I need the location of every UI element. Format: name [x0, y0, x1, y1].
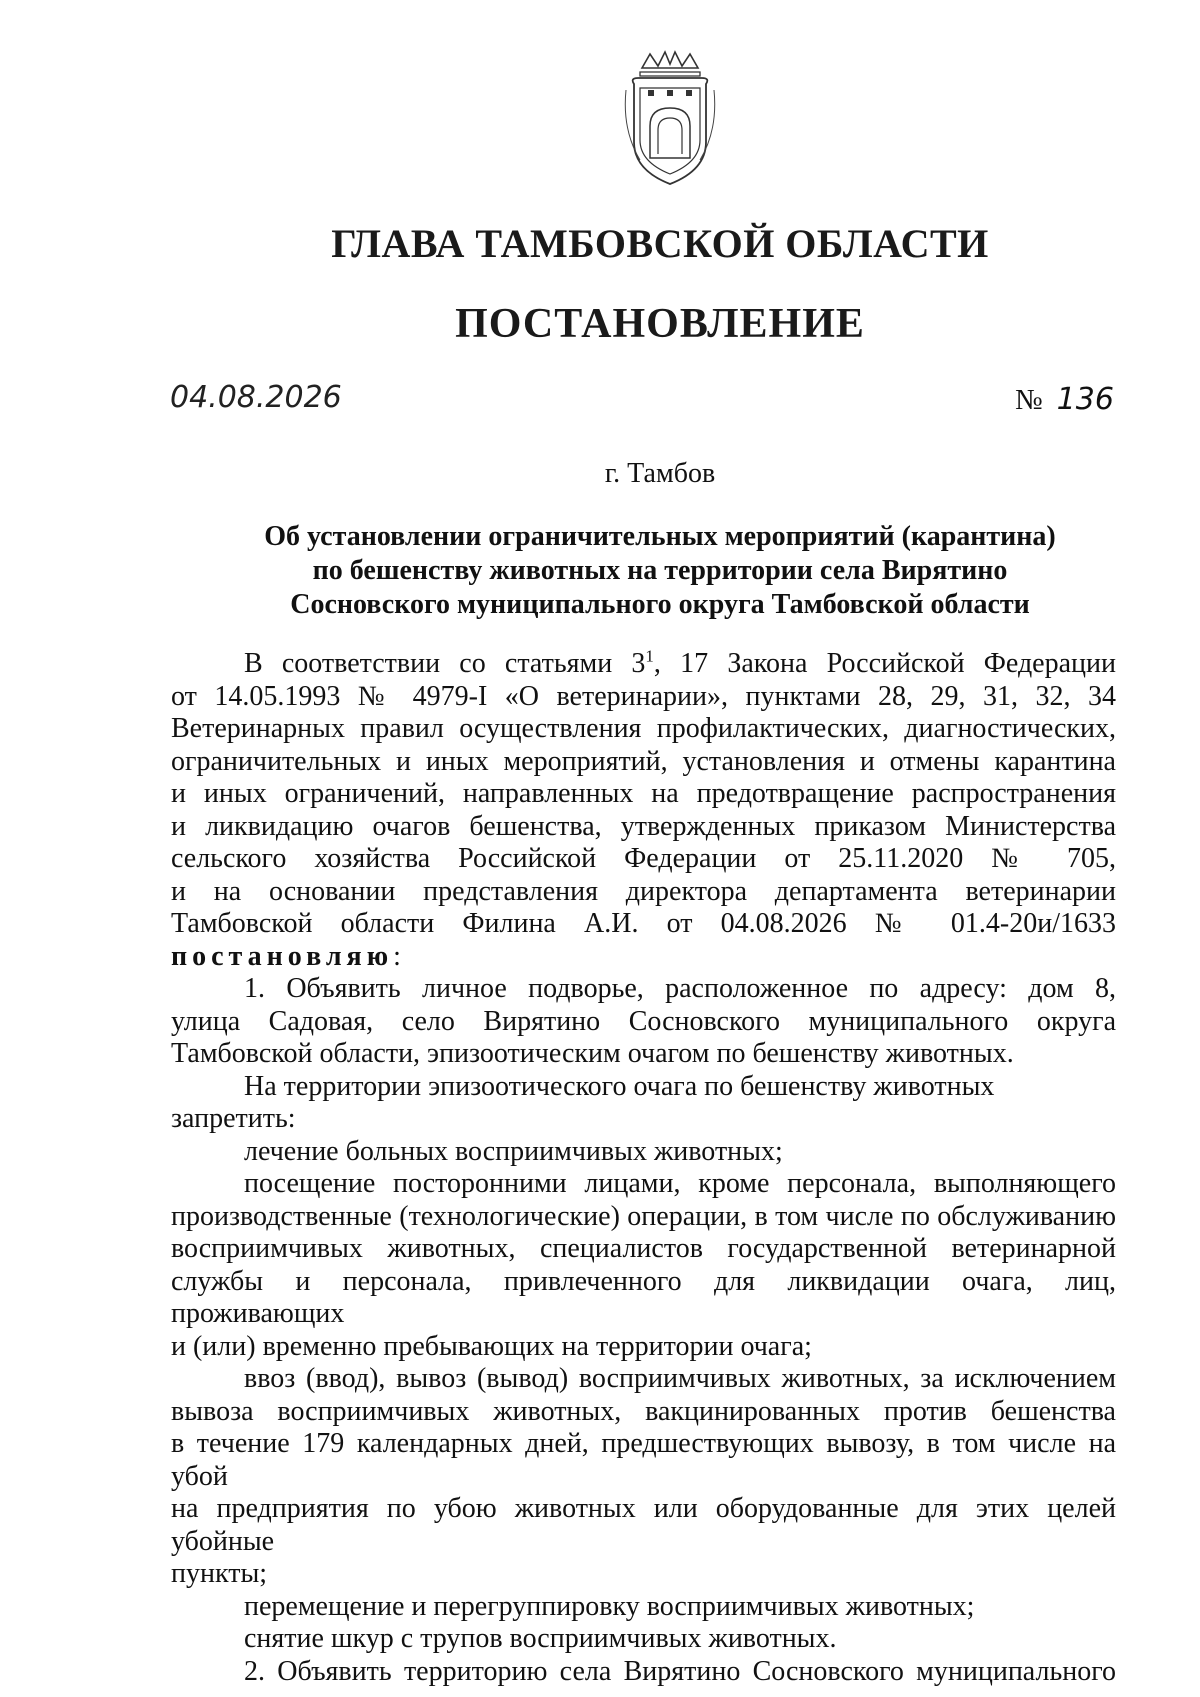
- prohibition-item: [171, 1168, 1116, 1363]
- item-line: в течение 179 календарных дней, предшествующих вывозу, в том числе на убой: [171, 1428, 1116, 1492]
- preamble-line: сельского хозяйства Российской Федерации от 25.11.2020 № 705,: [171, 843, 1116, 874]
- item-line: ввоз (ввод), вывоз (вывод) восприимчивых животных, за исключением: [244, 1363, 1116, 1394]
- preamble-line: от 14.05.1993 № 4979-I «О ветеринарии», пунктами 28, 29, 31, 32, 34: [171, 680, 1116, 712]
- document-title: [170, 520, 1150, 622]
- preamble-line: и иных ограничений, направленных на предотвращение распространения: [171, 778, 1116, 809]
- item-line: посещение посторонними лицами, кроме персонала, выполняющего: [244, 1168, 1116, 1199]
- preamble-line: Тамбовской области Филина А.И. от 04.08.2026 № 01.4-20и/1633: [171, 908, 1116, 939]
- document-number: [1015, 382, 1114, 417]
- preamble-line: ограничительных и иных мероприятий, установления и отмены карантина: [171, 745, 1116, 777]
- preamble: [171, 648, 1116, 973]
- prohibition-intro: На территории эпизоотического очага по бешенству животных запретить:: [171, 1070, 995, 1134]
- resolve-line: постановляю:: [171, 940, 401, 972]
- number-value: 136: [1056, 382, 1114, 417]
- prohibition-item: снятие шкур с трупов восприимчивых животных.: [244, 1623, 837, 1654]
- item-line: улица Садовая, село Вирятино Сосновского муниципального округа: [171, 1005, 1116, 1037]
- number-label: №: [1015, 384, 1043, 416]
- authority-heading: ГЛАВА ТАМБОВСКОЙ ОБЛАСТИ: [331, 221, 989, 266]
- preamble-line: Ветеринарных правил осуществления профилактических, диагностических,: [171, 713, 1116, 744]
- resolve-word: постановляю: [171, 940, 394, 972]
- item-2-line: 2. Объявить территорию села Вирятино Сосновского муниципального: [244, 1655, 1116, 1687]
- document-type-heading: ПОСТАНОВЛЕНИЕ: [455, 301, 865, 347]
- title-line: Об установлении ограничительных мероприятий (карантина): [264, 521, 1056, 552]
- title-line: по бешенству животных на территории села Вирятино: [312, 555, 1008, 586]
- document-date: 04.08.2026: [170, 380, 342, 415]
- coat-of-arms-emblem: [620, 50, 720, 190]
- item-line: вывоза восприимчивых животных, вакцинированных против бешенства: [171, 1395, 1116, 1427]
- item-line: производственные (технологические) операции, в том числе по обслуживанию: [171, 1200, 1116, 1232]
- preamble-line: и на основании представления директора департамента ветеринарии: [171, 875, 1116, 907]
- item-line: пункты;: [171, 1558, 268, 1589]
- item-line: на предприятия по убою животных или оборудованные для этих целей убойные: [171, 1493, 1116, 1557]
- city-line: г. Тамбов: [604, 458, 716, 489]
- item-line: и (или) временно пребывающих на территории очага;: [171, 1330, 812, 1362]
- item-1: [171, 973, 1116, 1071]
- item-line: восприимчивых животных, специалистов государственной ветеринарной: [171, 1233, 1116, 1264]
- document-body: [171, 648, 1116, 1688]
- prohibition-item: перемещение и перегруппировку восприимчивых животных;: [244, 1590, 975, 1622]
- item-line: 1. Объявить личное подворье, расположенное по адресу: дом 8,: [244, 973, 1116, 1004]
- title-line: Сосновского муниципального округа Тамбовской области: [290, 589, 1030, 620]
- item-line: службы и персонала, привлеченного для ликвидации очага, лиц, проживающих: [171, 1265, 1116, 1329]
- preamble-line: В соответствии со статьями $3^1$, 17 Закона Российской Федерации: [244, 646, 1116, 679]
- prohibition-item: [171, 1363, 1116, 1591]
- prohibition-item: лечение больных восприимчивых животных;: [244, 1135, 783, 1167]
- preamble-line: и ликвидацию очагов бешенства, утвержденных приказом Министерства: [171, 810, 1116, 842]
- item-line: Тамбовской области, эпизоотическим очагом по бешенству животных.: [171, 1038, 1014, 1069]
